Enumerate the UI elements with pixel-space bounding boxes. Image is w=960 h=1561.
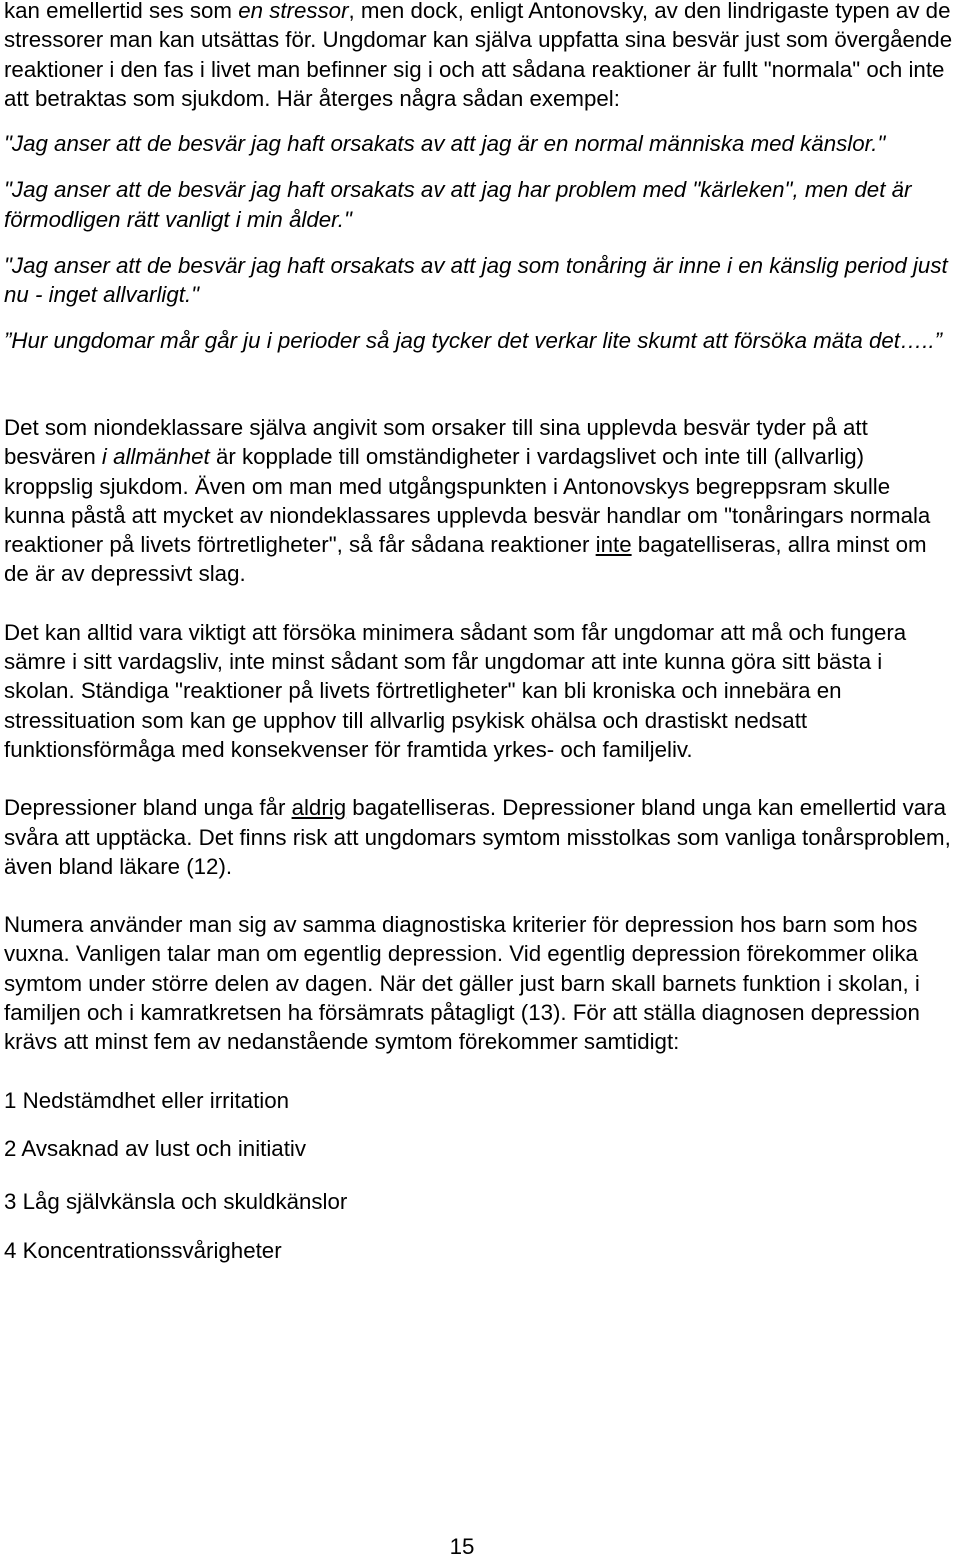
intro-paragraph (4, 0, 956, 113)
paragraph-causes-emphasis: i allmänhet (101, 444, 210, 470)
list-item: 4 Koncentrationssvårigheter (4, 1237, 282, 1263)
intro-text-pre: kan emellertid ses som (4, 0, 239, 23)
paragraph-depression-pre: Depressioner bland unga får (4, 795, 292, 821)
paragraph-criteria: Numera använder man sig av samma diagnostiska kriterier för depression hos barn som hos vuxna. Vanligen talar man om egentlig depression. Vid egentlig depression förekommer olika symtom under större delen av dagen. När det gäller just barn skall barnets funktion i skolan, i familjen och i kamratkretsen ha försämrats påtagligt (13). För att ställa diagnosen depression krävs att minst fem av nedanstående symtom förekommer samtidigt: (4, 912, 920, 1055)
quote-3: "Jag anser att de besvär jag haft orsakats av att jag som tonåring är inne i en känslig period just nu - inget allvarligt." (4, 253, 948, 308)
document-page (4, 0, 956, 1265)
intro-text-emphasis: en stressor (238, 0, 349, 23)
list-item: 2 Avsaknad av lust och initiativ (4, 1135, 307, 1161)
quote-2: "Jag anser att de besvär jag haft orsakats av att jag har problem med "kärleken", men det är förmodligen rätt vanligt i min ålder." (4, 177, 912, 232)
quote-4: ”Hur ungdomar mår går ju i perioder så jag tycker det verkar lite skumt att försöka mäta det…..” (4, 327, 943, 353)
paragraph-causes-post: bagatelliseras, allra minst om de är av depressivt slag. (4, 532, 927, 587)
paragraph-depression-post: bagatelliseras. Depressioner bland unga kan emellertid vara svåra att upptäcka. Det finns risk att ungdomars symtom misstolkas som vanliga tonårsproblem, även bland läkare (12). (4, 795, 951, 879)
paragraph-causes-pre: Det som niondeklassare själva angivit som orsaker till sina upplevda besvär tyder på att besvären (4, 414, 868, 470)
intro-text-post: , men dock, enligt Antonovsky, av den lindrigaste typen av de stressorer man kan utsättas för. Ungdomar kan själva uppfatta sina besvär just som övergående reaktioner i den fas i livet man befinner sig i och att sådana reaktioner är fullt "normala" och inte att betraktas som sjukdom. Här återges några sådan exempel: (4, 0, 953, 111)
paragraph-causes-underlined: inte (595, 532, 632, 558)
paragraph-causes (4, 413, 956, 589)
paragraph-stress: Det kan alltid vara viktigt att försöka minimera sådant som får ungdomar att må och fungera sämre i sitt vardagsliv, inte minst sådant som får ungdomar att inte kunna göra sitt bästa i skolan. Ständiga "reaktioner på livets förtretligheter" kan bli kroniska och innebära en stressituation som kan ge upphov till allvarlig psykisk ohälsa och drastiskt nedsatt funktionsförmåga med konsekvenser för framtida yrkes- och familjeliv. (4, 619, 907, 762)
paragraph-causes-mid: är kopplade till omständigheter i vardagslivet och inte till (allvarlig) kroppslig sjukdom. Även om man med utgångspunkten i Antonovskys begreppsram skulle kunna påstå att mycket av niondeklassares upplevda besvär handlar om "tonåringars normala reaktioner på livets förtretligheter", så får sådana reaktioner (4, 444, 931, 558)
list-item: 1 Nedstämdhet eller irritation (4, 1087, 290, 1113)
quote-1: "Jag anser att de besvär jag haft orsakats av att jag är en normal människa med känslor." (4, 131, 886, 157)
list-item: 3 Låg självkänsla och skuldkänslor (4, 1189, 348, 1215)
paragraph-depression-underlined: aldrig (291, 795, 347, 821)
paragraph-depression (4, 793, 956, 881)
page-number: 15 (449, 1534, 475, 1559)
